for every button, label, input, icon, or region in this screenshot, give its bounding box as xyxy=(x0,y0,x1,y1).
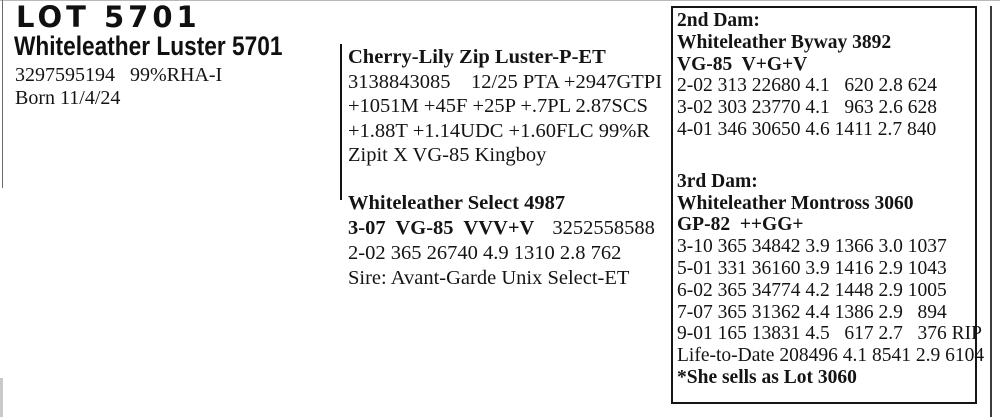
third-dam-record: 7-07 365 31362 4.4 1386 2.9 894 xyxy=(677,301,947,323)
third-dam-score: GP-82 ++GG+ xyxy=(677,214,804,236)
dam-record-line: 2-02 365 26740 4.9 1310 2.8 762 xyxy=(348,242,622,264)
pedigree-vertical-rule xyxy=(340,44,342,200)
third-dam-heading: 3rd Dam: xyxy=(677,170,758,192)
sire-reg-pta-line: 3138843085 12/25 PTA +2947GTPI xyxy=(348,70,663,93)
dam-reg-number: 3252558588 xyxy=(552,217,655,239)
sire-production-line: +1051M +45F +25P +.7PL 2.87SCS xyxy=(348,95,648,118)
column-divider-line xyxy=(990,6,992,417)
dam-age-score: 3-07 VG-85 VVV+V xyxy=(348,217,535,239)
third-dam-lifetime-record: Life-to-Date 208496 4.1 8541 2.9 6104 xyxy=(677,345,985,367)
box-spacer xyxy=(677,141,975,171)
page-left-edge-line xyxy=(2,0,3,188)
dam-score-line xyxy=(348,216,668,241)
third-dam-record: 6-02 365 34774 4.2 1448 2.9 1005 xyxy=(677,279,947,301)
third-dam-record: 3-10 365 34842 3.9 1366 3.0 1037 xyxy=(677,236,947,258)
scan-smudge xyxy=(0,378,3,417)
registration-number: 3297595194 99%RHA-I xyxy=(15,64,223,86)
sire-pedigree-line: Zipit X VG-85 Kingboy xyxy=(348,144,547,167)
second-dam-record: 3-02 303 23770 4.1 963 2.6 628 xyxy=(677,97,937,119)
dam-block xyxy=(348,191,668,291)
dam-name: Whiteleather Select 4987 xyxy=(348,192,566,214)
second-dam-name: Whiteleather Byway 3892 xyxy=(677,31,892,53)
sire-name: Cherry-Lily Zip Luster-P-ET xyxy=(348,46,606,68)
third-dam-record: 9-01 165 13831 4.5 617 2.7 376 RIP xyxy=(677,323,982,345)
dam-pedigree-box xyxy=(671,6,985,404)
birth-date: Born 11/4/24 xyxy=(15,87,121,109)
second-dam-record: 2-02 313 22680 4.1 620 2.8 624 xyxy=(677,75,937,97)
sire-type-line: +1.88T +1.14UDC +1.60FLC 99%R xyxy=(348,119,650,142)
second-dam-heading: 2nd Dam: xyxy=(677,10,760,31)
dam-sire-line: Sire: Avant-Garde Unix Select-ET xyxy=(348,267,630,289)
lot-number-title: LOT 5701 xyxy=(16,0,201,34)
sells-as-note: *She sells as Lot 3060 xyxy=(677,366,857,388)
third-dam-name: Whiteleather Montross 3060 xyxy=(677,192,914,214)
sire-block xyxy=(348,45,668,168)
third-dam-record: 5-01 331 36160 3.9 1416 2.9 1043 xyxy=(677,257,947,279)
animal-name: Whiteleather Luster 5701 xyxy=(14,31,283,61)
second-dam-record: 4-01 346 30650 4.6 1411 2.7 840 xyxy=(677,118,937,140)
second-dam-score: VG-85 V+G+V xyxy=(677,53,808,75)
